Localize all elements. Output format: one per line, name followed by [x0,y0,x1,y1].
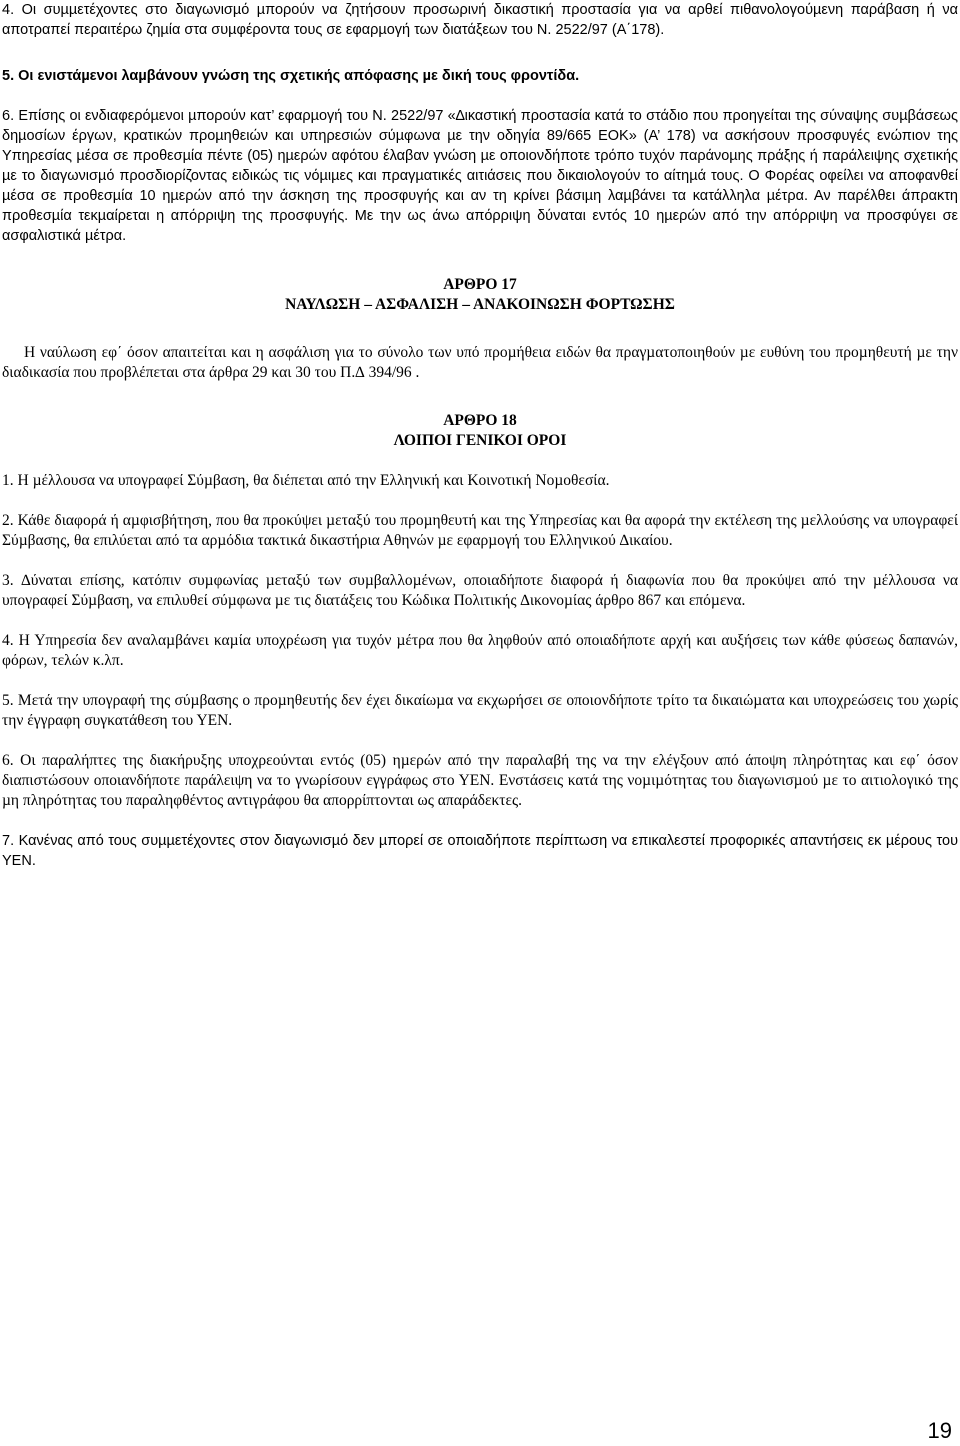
page-number: 19 [927,1418,952,1443]
article-17-paragraph: Η ναύλωση εφ΄ όσον απαιτείται και η ασφάλιση για το σύνολο των υπό προµήθεια ειδών θα πραγµατοποιηθούν µε ευθύνη του προµηθευτή µε την διαδικασία που προβλέπεται στα άρθρα 29 και 30 του Π.∆ 394/96 . [2,344,958,381]
article-17-title: ΝΑΥΛΩΣΗ – ΑΣΦΑΛΙΣΗ – ΑΝΑΚΟΙΝΩΣΗ ΦΟΡΤΩΣΗΣ [285,296,675,313]
article-18-item-1: 1. Η µέλλουσα να υπογραφεί Σύµβαση, θα διέπεται από την Ελληνική και Κοινοτική Νοµοθεσία. [2,472,610,489]
paragraph-item-4: 4. Οι συµµετέχοντες στο διαγωνισµό µπορούν να ζητήσουν προσωρινή δικαστική προστασία για να αρθεί πιθανολογούµενη παράβαση ή να αποτραπεί περαιτέρω ζηµία στα συµφέροντα τους σε εφαρµογή των διατάξεων του Ν. 2522/97 (Α΄178). [2,2,958,38]
article-18-item-2: 2. Κάθε διαφορά ή αµφισβήτηση, που θα προκύψει µεταξύ του προµηθευτή και της Υπηρεσίας και θα αφορά την εκτέλεση της µελλούσης να υπογραφεί Σύµβασης, θα επιλύεται από τα αρµόδια τακτικά δικαστήρια Αθηνών µε εφαρµογή του Ελληνικού ∆ικαίου. [2,512,958,549]
article-18-item-4: 4. Η Υπηρεσία δεν αναλαµβάνει καµία υποχρέωση για τυχόν µέτρα που θα ληφθούν από οποιαδήποτε αρχή και αυξήσεις των κάθε φύσεως δαπανών, φόρων, τελών κ.λπ. [2,632,958,669]
article-17-number: ΑΡΘΡΟ 17 [443,276,517,293]
document-body [2,0,958,871]
article-18-item-6: 6. Οι παραλήπτες της διακήρυξης υποχρεούνται εντός (05) ηµερών από την παραλαβή της να την ελέγξουν από άποψη πληρότητας και εφ΄ όσον διαπιστώσουν οποιανδήποτε παράλειψη να το γνωρίσουν εγγράφως στο ΥΕΝ. Ενστάσεις κατά της νοµιµότητας του διαγωνισµού µε το αιτιολογικό της µη πληρότητας του παραληφθέντος αντιγράφου θα απορρίπτονται ως απαράδεκτες. [2,752,958,809]
article-18-item-7: 7. Κανένας από τους συµµετέχοντες στον διαγωνισµό δεν µπορεί σε οποιαδήποτε περίπτωση να επικαλεστεί προφορικές απαντήσεις εκ µέρους του ΥΕΝ. [2,833,958,869]
article-18-item-3: 3. ∆ύναται επίσης, κατόπιν συµφωνίας µεταξύ των συµβαλλοµένων, οποιαδήποτε διαφορά ή διαφωνία που θα προκύψει από την µέλλουσα να υπογραφεί Σύµβαση, να επιλυθεί σύµφωνα µε τις διατάξεις του Κώδικα Πολιτικής ∆ικονοµίας άρθρο 867 και επόµενα. [2,572,958,609]
article-18-item-5: 5. Μετά την υπογραφή της σύµβασης ο προµηθευτής δεν έχει δικαίωµα να εκχωρήσει σε οποιονδήποτε τρίτο τα δικαιώµατα και υποχρεώσεις του χωρίς την έγγραφη συγκατάθεση του ΥΕΝ. [2,692,958,729]
paragraph-item-5: 5. Οι ενιστάµενοι λαµβάνουν γνώση της σχετικής απόφασης µε δική τους φροντίδα. [2,68,580,84]
paragraph-item-6: 6. Επίσης οι ενδιαφερόµενοι µπορούν κατ’ εφαρµογή του Ν. 2522/97 «∆ικαστική προστασία κατά το στάδιο που προηγείται της σύναψης συµβάσεως δηµοσίων έργων, κρατικών προµηθειών και υπηρεσιών σύµφωνα µε την οδηγία 89/665 ΕΟΚ» (Α’ 178) να ασκήσουν προσφυγές ενώπιον της Υπηρεσίας µέσα σε προθεσµία πέντε (05) ηµερών αφότου έλαβαν γνώση µε οποιονδήποτε τρόπο τυχόν παράνοµης πράξης ή παράλειψης σχετικής µε το διαγωνισµό προσδιορίζοντας ειδικώς τις νόµιµες και πραγµατικές αιτιάσεις που δικαιολογούν το αίτηµά τους. Ο Φορέας οφείλει να αποφανθεί µέσα σε προθεσµία 10 ηµερών από την άσκηση της προσφυγής και αν τη κρίνει βάσιµη λαµβάνει τα κατάλληλα µέτρα. Αν παρέλθει άπρακτη προθεσµία τεκµαίρεται η απόρριψη της προσφυγής. Με την ως άνω απόρριψη δύναται εντός 10 ηµερών από την απόρριψη να προσφύγει σε ασφαλιστικά µέτρα. [2,108,958,244]
article-18-title: ΛΟΙΠΟΙ ΓΕΝΙΚΟΙ ΟΡΟΙ [393,432,567,449]
article-18-number: ΑΡΘΡΟ 18 [443,412,517,429]
